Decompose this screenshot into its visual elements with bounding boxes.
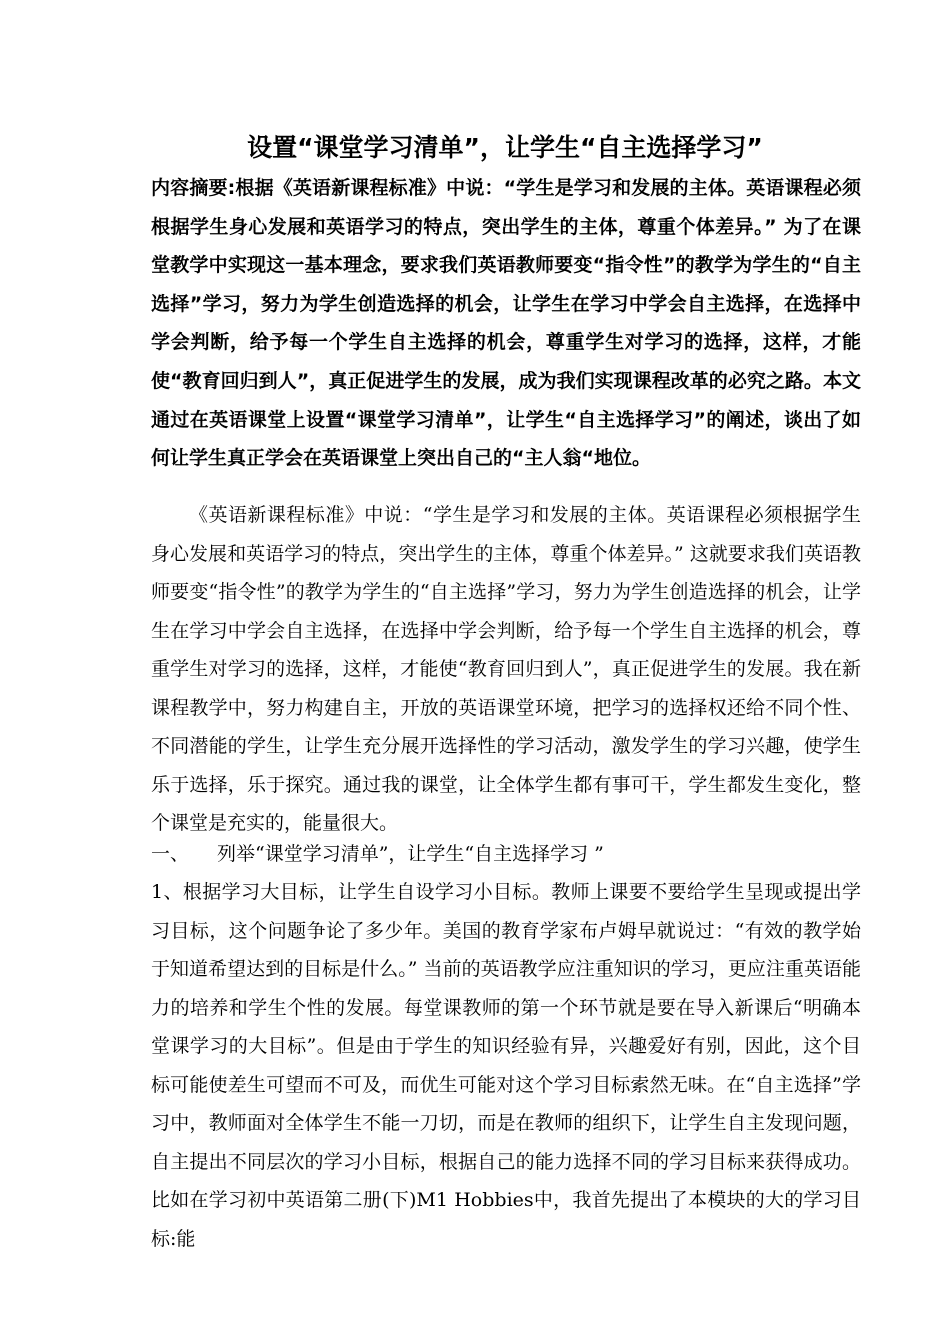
abstract-paragraph bbox=[151, 169, 861, 478]
section-number: 一、 bbox=[151, 843, 190, 865]
intro-paragraph: 《英语新课程标准》中说：“学生是学习和发展的主体。英语课程必须根据学生身心发展和英语学习的特点，突出学生的主体，尊重个体差异。” 这就要求我们英语教师要变“指令性”的教学为学生的“自主选择”学习，努力为学生创造选择的机会，让学生在学习中学会自主选择，在选择中学会判断，给予每一个学生自主选择的机会，尊重学生对学习的选择，这样，才能使“教育回归到人”，真正促进学生的发展。我在新课程教学中，努力构建自主，开放的英语课堂环境，把学习的选择权还给不同个性、不同潜能的学生，让学生充分展开选择性的学习活动，激发学生的学习兴趣，使学生乐于选择，乐于探究。通过我的课堂，让全体学生都有事可干，学生都发生变化，整个课堂是充实的，能量很大。 bbox=[151, 504, 861, 834]
section-heading-text: 列举“课堂学习清单”，让学生“自主选择学习 ” bbox=[217, 843, 604, 865]
section-heading bbox=[151, 835, 861, 874]
body-paragraph: 1、根据学习大目标，让学生自设学习小目标。教师上课要不要给学生呈现或提出学习目标，这个问题争论了多少年。美国的教育学家布卢姆早就说过：“有效的教学始于知道希望达到的目标是什么。” 当前的英语教学应注重知识的学习，更应注重英语能力的培养和学生个性的发展。每堂课教师的第一个环节就是要在导入新课后“明确本堂课学习的大目标”。但是由于学生的知识经验有异，兴趣爱好有别，因此，这个目标可能使差生可望而不可及，而优生可能对这个学习目标索然无味。在“自主选择”学习中，教师面对全体学生不能一刀切，而是在教师的组织下，让学生自主发现问题，自主提出不同层次的学习小目标，根据自己的能力选择不同的学习目标来获得成功。比如在学习初中英语第二册(下)M1 Hobbies中，我首先提出了本模块的大的学习目标:能 bbox=[151, 881, 861, 1250]
abstract-label: 内容摘要: bbox=[151, 177, 236, 199]
abstract-text: 根据《英语新课程标准》中说：“学生是学习和发展的主体。英语课程必须根据学生身心发展和英语学习的特点，突出学生的主体，尊重个体差异。” 为了在课堂教学中实现这一基本理念，要求我们英语教师要变“指令性”的教学为学生的“自主选择”学习，努力为学生创造选择的机会，让学生在学习中学会自主选择，在选择中学会判断，给予每一个学生自主选择的机会，尊重学生对学习的选择，这样，才能使“教育回归到人”，真正促进学生的发展，成为我们实现课程改革的必究之路。本文通过在英语课堂上设置“课堂学习清单”，让学生“自主选择学习”的阐述，谈出了如何让学生真正学会在英语课堂上突出自己的“主人翁“地位。 bbox=[151, 177, 861, 470]
document-title: 设置“课堂学习清单”，让学生“自主选择学习” bbox=[247, 133, 763, 162]
